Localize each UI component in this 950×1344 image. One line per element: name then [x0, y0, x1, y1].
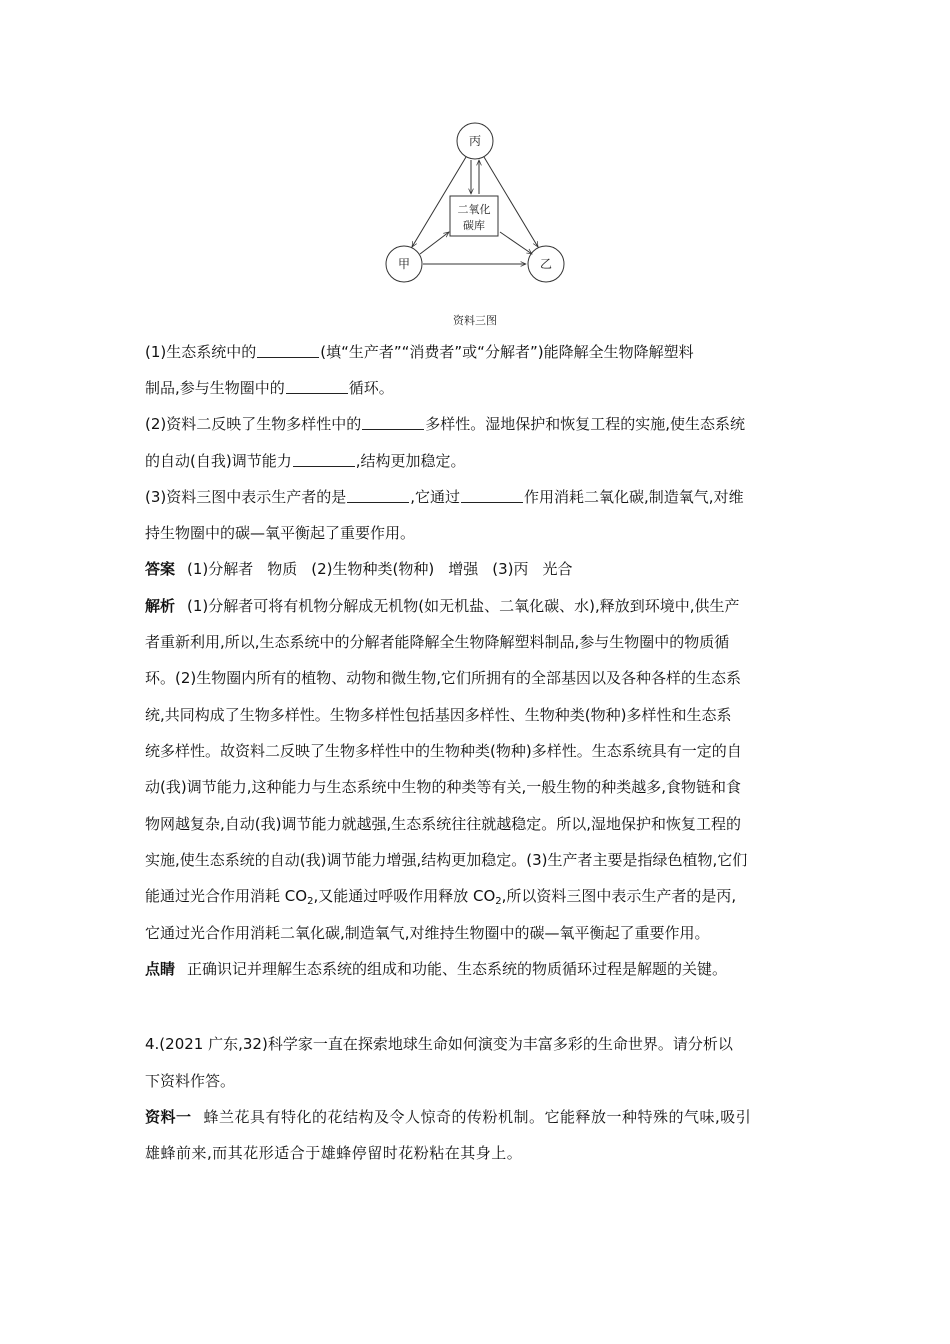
blank-5 [347, 488, 409, 503]
carbon-cycle-diagram [378, 118, 578, 288]
co2-pool-label-line1: 二氧化 [457, 203, 491, 216]
analysis-label: 解析 [145, 597, 176, 615]
answer-label: 答案 [145, 560, 176, 578]
analysis-line-9: 能通过光合作用消耗 $CO_2$,又能通过呼吸作用释放 $CO_2$,所以资料三图中表示生产者的是丙, [145, 887, 737, 907]
question-line-5: (3)资料三图中表示生产者的是 ,它通过 作用消耗二氧化碳,制造氧气,对维 [145, 488, 744, 506]
q4-line-1: 4.(2021 广东,32)科学家一直在探索地球生命如何演变为丰富多彩的生命世界。请分析以 [145, 1035, 733, 1053]
node-bing-label: 丙 [468, 134, 482, 148]
q4-material-line-2: 雄蜂前来,而其花形适合于雄蜂停留时花粉粘在其身上。 [145, 1144, 523, 1162]
blank-2 [286, 379, 348, 394]
question-line-1: (1)生态系统中的 (填“生产者”“消费者”或“分解者”)能降解全生物降解塑料 [145, 343, 694, 361]
answer-line: 答案 (1)分解者 物质 (2)生物种类(物种) 增强 (3)丙 光合 [145, 560, 573, 578]
blank-4 [293, 452, 355, 467]
analysis-line-2: 者重新利用,所以,生态系统中的分解者能降解全生物降解塑料制品,参与生物圈中的物质循 [145, 633, 730, 651]
analysis-line-5: 统多样性。故资料二反映了生物多样性中的生物种类(物种)多样性。生态系统具有一定的自 [145, 742, 742, 760]
node-jia-label: 甲 [397, 257, 411, 271]
blank-1 [257, 343, 319, 358]
material-one-label: 资料一 [145, 1108, 192, 1126]
analysis-line-10: 它通过光合作用消耗二氧化碳,制造氧气,对维持生物圈中的碳—氧平衡起了重要作用。 [145, 924, 710, 942]
question-line-3: (2)资料二反映了生物多样性中的 多样性。湿地保护和恢复工程的实施,使生态系统 [145, 415, 746, 433]
analysis-line-6: 动(我)调节能力,这种能力与生态系统中生物的种类等有关,一般生物的种类越多,食物链和食 [145, 778, 742, 796]
analysis-line-3: 环。(2)生物圈内所有的植物、动物和微生物,它们所拥有的全部基因以及各种各样的生态系 [145, 669, 742, 687]
tip-label: 点睛 [145, 960, 176, 978]
analysis-line-1: 解析 (1)分解者可将有机物分解成无机物(如无机盐、二氧化碳、水),释放到环境中,供生产 [145, 597, 740, 615]
arrow-yi-to-box [500, 232, 532, 254]
question-line-2: 制品,参与生物圈中的 循环。 [145, 379, 394, 397]
blank-3 [362, 415, 424, 430]
question-line-6: 持生物圈中的碳—氧平衡起了重要作用。 [145, 524, 416, 542]
q4-material-line-1: 资料一 蜂兰花具有特化的花结构及令人惊奇的传粉机制。它能释放一种特殊的气味,吸引 [145, 1108, 752, 1126]
analysis-line-4: 统,共同构成了生物多样性。生物多样性包括基因多样性、生物种类(物种)多样性和生态系 [145, 706, 732, 724]
analysis-line-7: 物网越复杂,自动(我)调节能力就越强,生态系统往往就越稳定。所以,湿地保护和恢复工程的 [145, 815, 742, 833]
analysis-line-8: 实施,使生态系统的自动(我)调节能力增强,结构更加稳定。(3)生产者主要是指绿色植物,它们 [145, 851, 748, 869]
question-line-4: 的自动(自我)调节能力 ,结构更加稳定。 [145, 452, 466, 470]
co2-pool-label-line2: 碳库 [463, 219, 485, 232]
tip-line: 点睛 正确识记并理解生态系统的组成和功能、生态系统的物质循环过程是解题的关键。 [145, 960, 728, 978]
q4-line-2: 下资料作答。 [145, 1072, 236, 1090]
blank-6 [461, 488, 523, 503]
arrow-jia-to-box [420, 232, 449, 254]
node-yi-label: 乙 [539, 257, 553, 271]
diagram-caption: 资料三图 [453, 314, 497, 327]
